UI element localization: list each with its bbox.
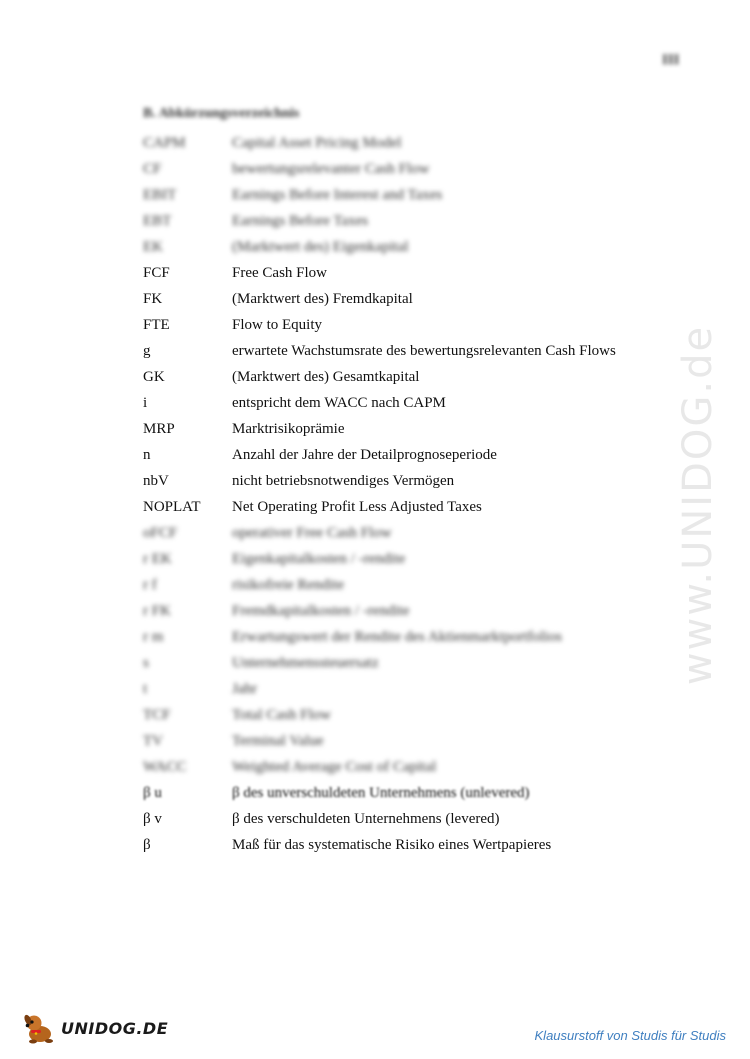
abbreviation-row xyxy=(143,806,703,832)
abbreviation: TCF xyxy=(143,707,171,723)
abbreviation-row xyxy=(143,234,703,260)
abbreviation-row xyxy=(143,598,703,624)
abbreviation-description: Maß für das systematische Risiko eines Wertpapieres xyxy=(232,837,552,853)
abbreviation-row xyxy=(143,520,703,546)
abbreviation-row xyxy=(143,780,703,806)
abbreviation-description: (Marktwert des) Eigenkapital xyxy=(232,239,409,255)
abbreviation-row xyxy=(143,494,703,520)
abbreviation-description: Anzahl der Jahre der Detailprognoseperiode xyxy=(232,447,497,463)
abbreviation-description: Erwartungswert der Rendite des Aktienmarktportfolios xyxy=(232,629,562,645)
abbreviation: r f xyxy=(143,577,157,593)
abbreviation: FCF xyxy=(143,265,170,281)
abbreviation: NOPLAT xyxy=(143,499,201,515)
abbreviation: r m xyxy=(143,629,164,645)
logo-text: UNIDOG.DE xyxy=(61,1018,169,1038)
abbreviation-description: Capital Asset Pricing Model xyxy=(232,135,402,151)
abbreviation-row xyxy=(143,754,703,780)
abbreviation-row xyxy=(143,442,703,468)
abbreviation-description: Terminal Value xyxy=(232,733,324,749)
abbreviation-row xyxy=(143,728,703,754)
footer-tagline: Klausurstoff von Studis für Studis xyxy=(534,1028,726,1043)
abbreviation-row xyxy=(143,572,703,598)
abbreviation: FK xyxy=(143,291,163,307)
abbreviation-description: erwartete Wachstumsrate des bewertungsrelevanten Cash Flows xyxy=(232,343,616,359)
abbreviation: s xyxy=(143,655,149,671)
abbreviation-description: Marktrisikoprämie xyxy=(232,421,345,437)
abbreviation: r FK xyxy=(143,603,171,619)
abbreviation-row xyxy=(143,416,703,442)
abbreviation-description: β des unverschuldeten Unternehmens (unlevered) xyxy=(232,785,530,801)
abbreviation-row xyxy=(143,208,703,234)
abbreviation-description: risikofreie Rendite xyxy=(232,577,345,593)
dog-mascot-icon xyxy=(22,1012,58,1044)
abbreviation-row xyxy=(143,468,703,494)
abbreviation-row xyxy=(143,624,703,650)
abbreviation-row xyxy=(143,832,703,858)
footer-logo xyxy=(22,1012,168,1044)
abbreviation-description: Unternehmenssteuersatz xyxy=(232,655,379,671)
abbreviation: EK xyxy=(143,239,163,255)
abbreviation: WACC xyxy=(143,759,187,775)
abbreviation: MRP xyxy=(143,421,175,437)
abbreviation-description: nicht betriebsnotwendiges Vermögen xyxy=(232,473,455,489)
abbreviation-description: operativer Free Cash Flow xyxy=(232,525,392,541)
abbreviation-description: Weighted Average Cost of Capital xyxy=(232,759,437,775)
abbreviation: CAPM xyxy=(143,135,186,151)
abbreviation-description: Fremdkapitalkosten / -rendite xyxy=(232,603,410,619)
abbreviation: t xyxy=(143,681,148,697)
abbreviation-row xyxy=(143,338,703,364)
abbreviation: oFCF xyxy=(143,525,178,541)
abbreviation-description: Flow to Equity xyxy=(232,317,323,333)
abbreviation-row xyxy=(143,130,703,156)
abbreviation: nbV xyxy=(143,473,169,489)
abbreviation: FTE xyxy=(143,317,170,333)
abbreviation: r EK xyxy=(143,551,172,567)
abbreviation-list xyxy=(143,130,703,858)
abbreviation: n xyxy=(143,447,151,463)
abbreviation-description: β des verschuldeten Unternehmens (levered) xyxy=(232,811,500,827)
abbreviation: i xyxy=(143,395,148,411)
abbreviation: GK xyxy=(143,369,165,385)
watermark-text: www.UNIDOG.de xyxy=(675,324,721,686)
abbreviation-row xyxy=(143,390,703,416)
abbreviation-description: (Marktwert des) Fremdkapital xyxy=(232,291,413,307)
abbreviation-description: Earnings Before Taxes xyxy=(232,213,369,229)
abbreviation: β v xyxy=(143,811,162,827)
abbreviation-description: Net Operating Profit Less Adjusted Taxes xyxy=(232,499,482,515)
abbreviation-description: bewertungsrelevanter Cash Flow xyxy=(232,161,430,177)
abbreviation-description: Free Cash Flow xyxy=(232,265,327,281)
abbreviation-description: Eigenkapitalkosten / -rendite xyxy=(232,551,406,567)
abbreviation-description: Earnings Before Interest and Taxes xyxy=(232,187,443,203)
abbreviation-description: Jahr xyxy=(232,681,257,697)
abbreviation-row xyxy=(143,260,703,286)
abbreviation-row xyxy=(143,364,703,390)
abbreviation: EBT xyxy=(143,213,172,229)
abbreviation-row xyxy=(143,312,703,338)
abbreviation: β u xyxy=(143,785,162,801)
abbreviation: TV xyxy=(143,733,163,749)
abbreviation-row xyxy=(143,650,703,676)
abbreviation-row xyxy=(143,702,703,728)
abbreviation-description: Total Cash Flow xyxy=(232,707,331,723)
abbreviation-row xyxy=(143,546,703,572)
abbreviation: EBIT xyxy=(143,187,177,203)
abbreviation-description: entspricht dem WACC nach CAPM xyxy=(232,395,446,411)
section-title: B. Abkürzungsverzeichnis xyxy=(143,106,300,121)
abbreviation-row xyxy=(143,286,703,312)
abbreviation-row xyxy=(143,156,703,182)
abbreviation: g xyxy=(143,343,151,359)
abbreviation-description: (Marktwert des) Gesamtkapital xyxy=(232,369,420,385)
page-number: III xyxy=(662,52,680,68)
abbreviation: CF xyxy=(143,161,162,177)
abbreviation: β xyxy=(143,837,151,853)
watermark xyxy=(658,270,738,740)
abbreviation-row xyxy=(143,676,703,702)
abbreviation-row xyxy=(143,182,703,208)
